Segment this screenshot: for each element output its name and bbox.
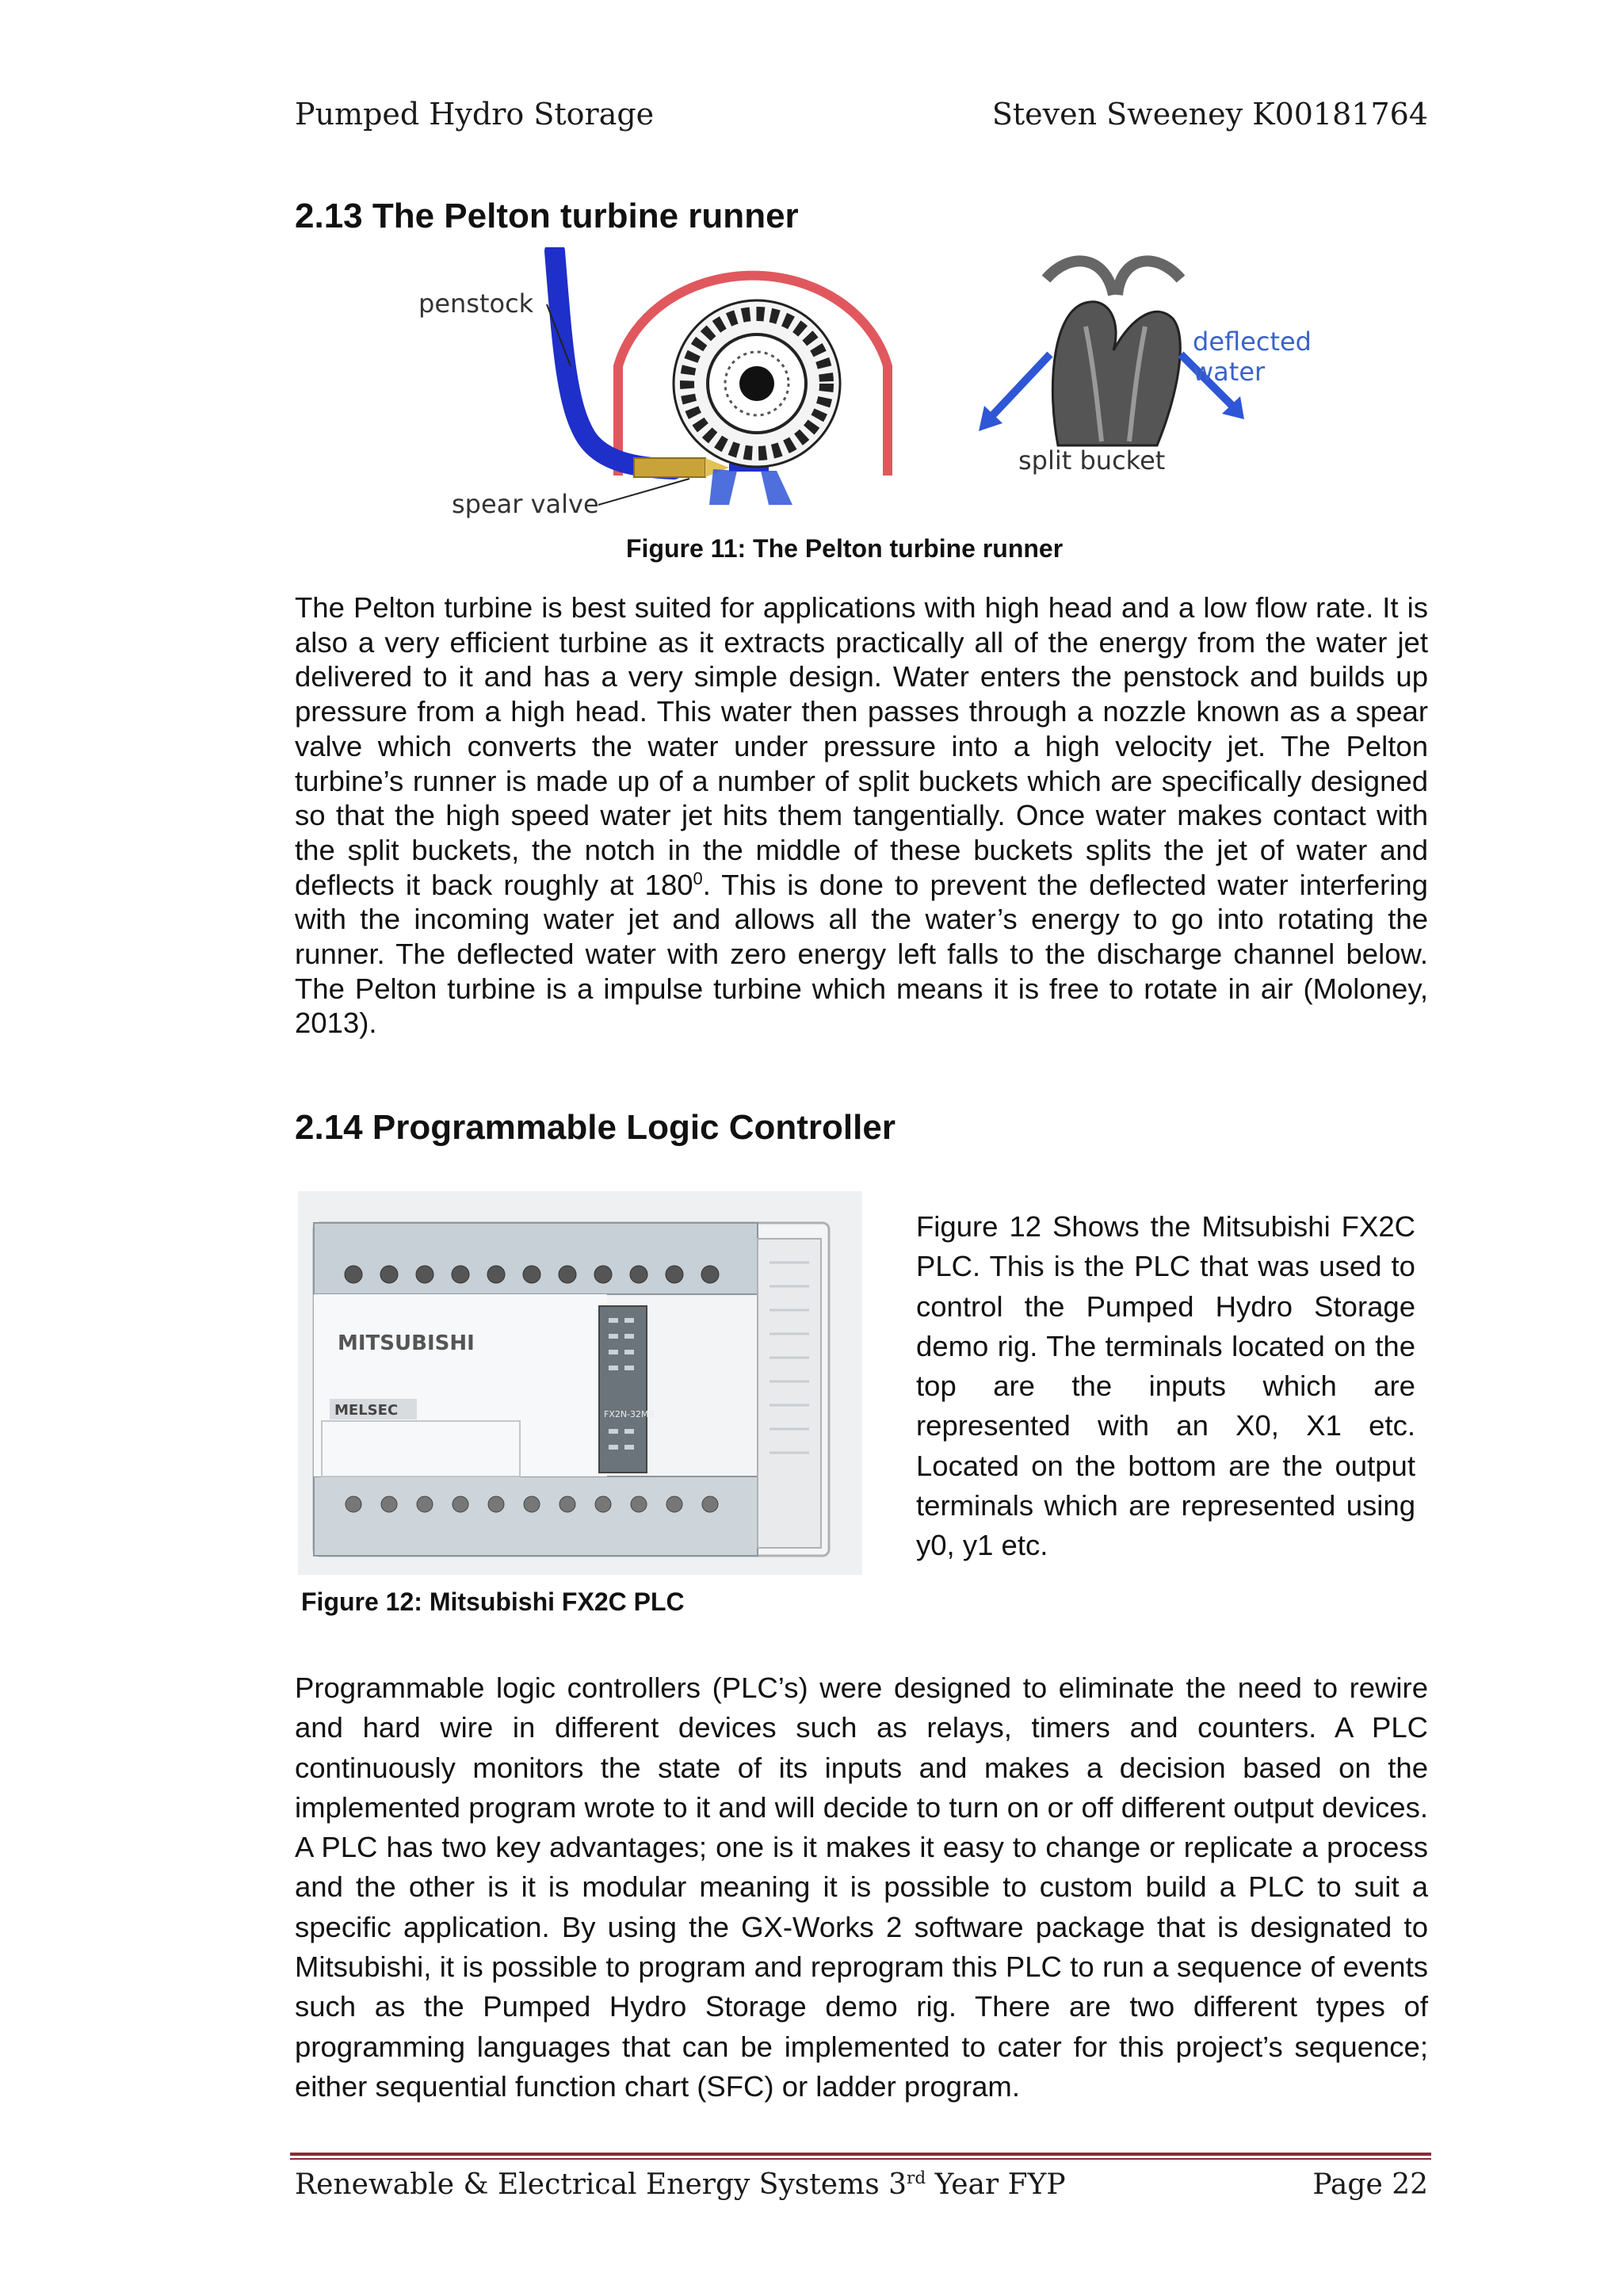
label-water: water	[1193, 357, 1266, 387]
plc-side-text: Figure 12 Shows the Mitsubishi FX2C PLC. This is the PLC that was used to control the Pumped Hydro Storage demo rig. The terminals located on the top are the inputs which are represented with an X0, X1 etc. Located on the bottom are the output terminals which are represented using y0, y1 etc.	[916, 1210, 1415, 1562]
pelton-runner	[674, 300, 840, 467]
label-deflected: deflected	[1193, 327, 1312, 357]
footer-course-sup: rd	[907, 2168, 926, 2188]
footer-rule-thin	[290, 2158, 1431, 2160]
label-split-bucket: split bucket	[1018, 445, 1166, 476]
figure-12-caption: Figure 12: Mitsubishi FX2C PLC	[301, 1587, 685, 1616]
plc-figure	[298, 1191, 862, 1575]
degree-superscript: 0	[693, 868, 703, 888]
footer-rule-thick	[290, 2153, 1431, 2156]
plc-output-terminal-cover	[314, 1477, 758, 1556]
pelton-figure	[396, 247, 1426, 525]
figure-11-caption: Figure 11: The Pelton turbine runner	[626, 534, 1064, 563]
split-bucket-illustration	[1046, 261, 1181, 445]
spear-valve-body	[634, 458, 705, 477]
plc-photo-illustration	[298, 1191, 862, 1575]
footer-course-main: Renewable & Electrical Energy Systems 3	[295, 2168, 907, 2201]
pelton-paragraph	[295, 590, 1428, 1041]
footer-course	[295, 2168, 1066, 2201]
pelton-paragraph-part-b: . This is done to prevent the deflected water interfering with the incoming water jet and allows all the water’s energy to go into rotating the runner. The deflected water with zero energy left falls to the discharge channel below. The Pelton turbine is a impulse turbine which means it is free to rotate in air (Moloney, 2013).	[295, 868, 1428, 1040]
pelton-diagram	[396, 247, 1426, 525]
running-header-title: Pumped Hydro Storage	[295, 97, 655, 132]
plc-input-terminal-cover	[314, 1223, 758, 1294]
section-heading-pelton: 2.13 The Pelton turbine runner	[295, 197, 799, 235]
page-number: Page 22	[1312, 2168, 1428, 2201]
deflection-arrow-left	[987, 354, 1050, 422]
plc-brand-label: MITSUBISHI	[338, 1331, 475, 1355]
plc-led-model-label: FX2N-32MR	[604, 1409, 655, 1419]
footer-course-tail: Year FYP	[926, 2168, 1066, 2201]
running-header-author: Steven Sweeney K00181764	[991, 97, 1428, 132]
plc-front-panel	[314, 1294, 607, 1477]
plc-paragraph: Programmable logic controllers (PLC’s) were designed to eliminate the need to rewire and hard wire in different devices such as relays, timers and counters. A PLC continuously monitors the state of its inputs and makes a decision based on the implemented program wrote to it and will decide to turn on or off different output devices. A PLC has two key advantages; one is it makes it easy to change or replicate a process and the other is it is modular meaning it is possible to custom build a PLC to suit a specific application. By using the GX-Works 2 software package that is designated to Mitsubishi, it is possible to program and reprogram this PLC to run a sequence of events such as the Pumped Hydro Storage demo rig. There are two different types of programming languages that can be implemented to cater for this project’s sequence; either sequential function chart (SFC) or ladder program.	[295, 1671, 1428, 2103]
label-spear-valve: spear valve	[452, 489, 599, 519]
label-penstock: penstock	[418, 288, 534, 319]
section-heading-plc: 2.14 Programmable Logic Controller	[295, 1108, 896, 1147]
pelton-paragraph-part-a: The Pelton turbine is best suited for applications with high head and a low flow rate. It is also a very efficient turbine as it extracts practically all of the energy from the water jet delivered to it and has a very simple design. Water enters the penstock and builds up pressure from a high head. This water then passes through a nozzle known as a spear valve which converts the water under pressure into a high velocity jet. The Pelton turbine’s runner is made up of a number of split buckets which are specifically designed so that the high speed water jet hits them tangentially. Once water makes contact with the split buckets, the notch in the middle of these buckets splits the jet of water and deflects it back roughly at 180	[295, 591, 1428, 901]
plc-led-panel	[599, 1306, 647, 1473]
plc-model-label: MELSEC	[334, 1402, 399, 1419]
